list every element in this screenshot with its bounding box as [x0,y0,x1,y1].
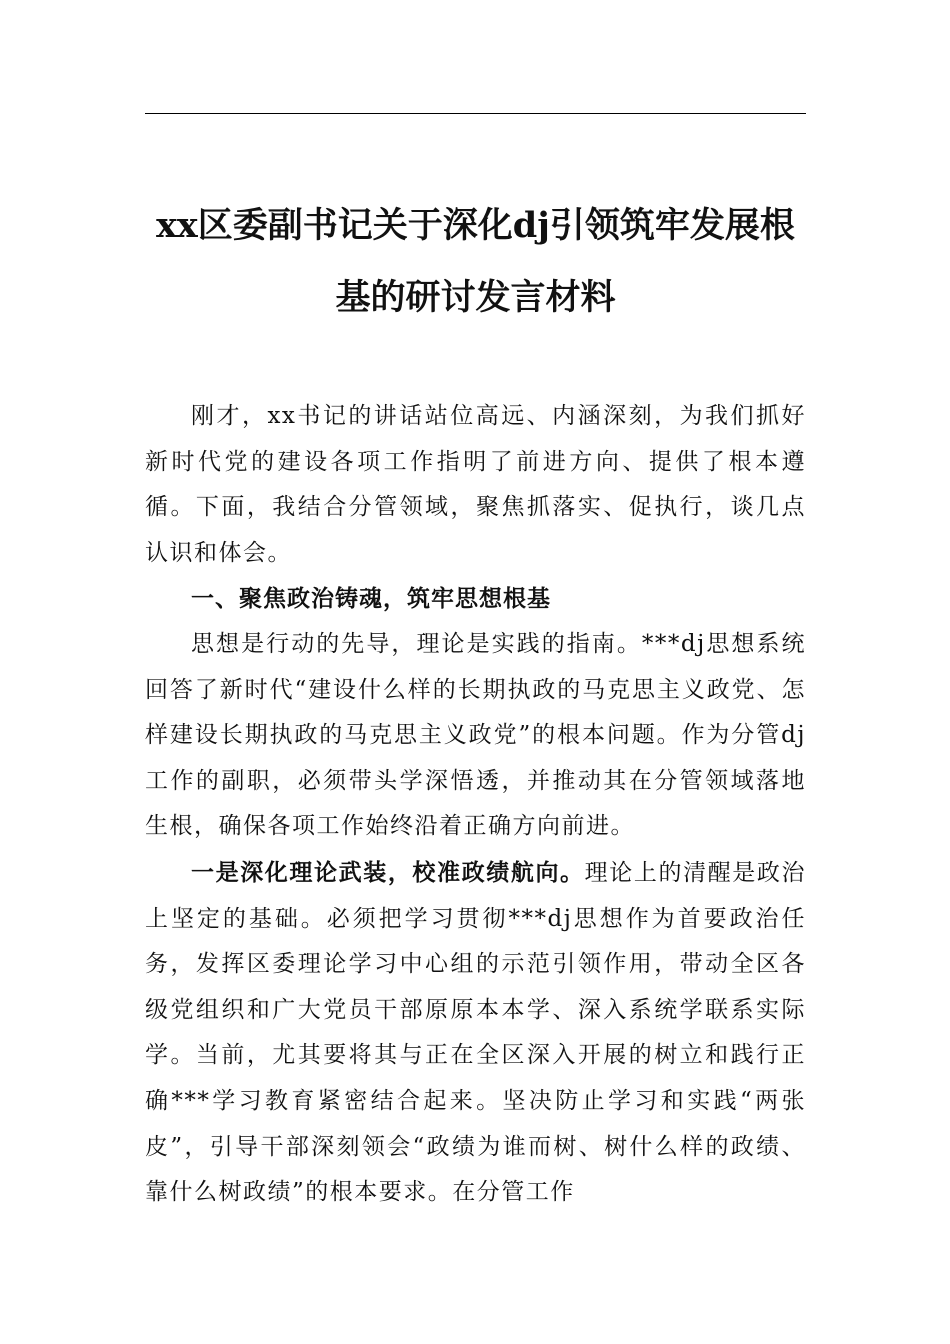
title-line-2: 基的研讨发言材料 [335,277,616,318]
section-heading-1: 一、聚焦政治铸魂，筑牢思想根基 [191,585,551,613]
document-body [145,394,806,1216]
point-1-lead: 一是深化理论武装，校准政绩航向。 [191,858,585,886]
intro-paragraph: 刚才，xx书记的讲话站位高远、内涵深刻，为我们抓好新时代党的建设各项工作指明了前进方向、提供了根本遵循。下面，我结合分管领域，聚焦抓落实、促执行，谈几点认识和体会。 [145,403,806,566]
point-1-paragraph [145,850,806,1216]
header-rule [145,113,806,114]
section-1-paragraph: 思想是行动的先导，理论是实践的指南。***dj思想系统回答了新时代“建设什么样的长期执政的马克思主义政党、怎样建设长期执政的马克思主义政党”的根本问题。作为分管dj工作的副职，必须带头学深悟透，并推动其在分管领域落地生根，确保各项工作始终沿着正确方向前进。 [145,630,806,840]
point-1-body: 理论上的清醒是政治上坚定的基础。必须把学习贯彻***dj思想作为首要政治任务，发挥区委理论学习中心组的示范引领作用，带动全区各级党组织和广大党员干部原原本本学、深入系统学联系实际学。当前，尤其要将其与正在全区深入开展的树立和践行正确***学习教育紧密结合起来。坚决防止学习和实践“两张皮”，引导干部深刻领会“政绩为谁而树、树什么样的政绩、靠什么树政绩”的根本要求。在分管工作 [145,859,807,1206]
document-title [140,190,811,334]
title-line-1: xx区委副书记关于深化dj引领筑牢发展根 [156,205,795,246]
